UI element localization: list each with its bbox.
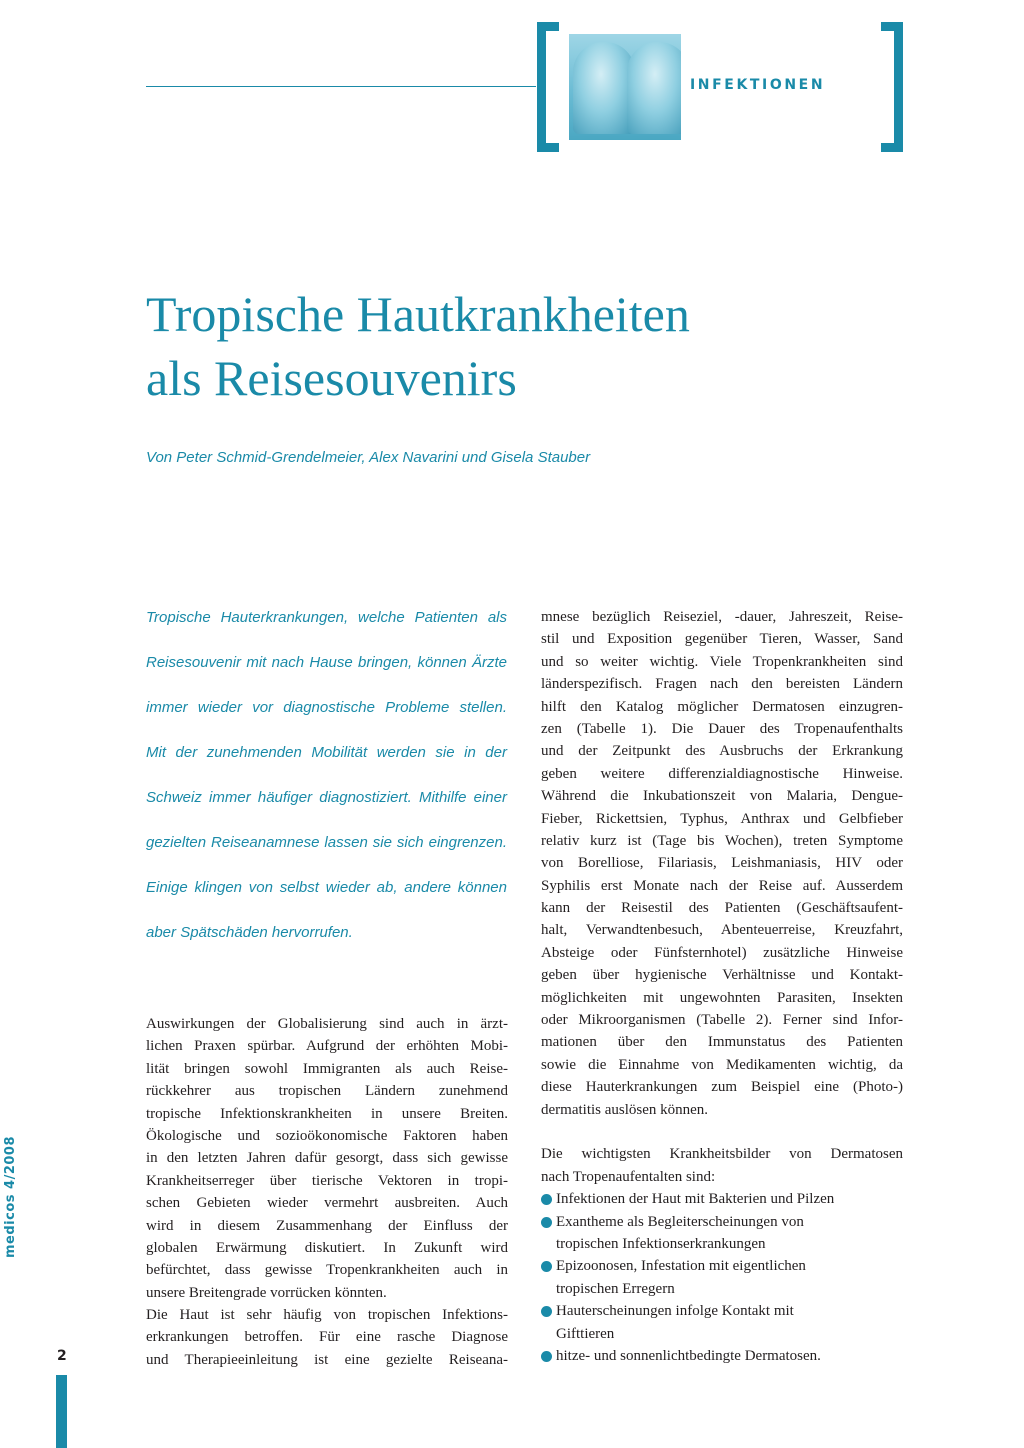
lead-line: Reisesouvenir mit nach Hause bringen, können Ärzte [146, 654, 507, 671]
journal-issue: medicos 4/2008 [2, 1135, 18, 1258]
page-number: 2 [57, 1348, 67, 1364]
article-title [146, 282, 906, 410]
dermatoses-list [541, 1188, 903, 1367]
body-line: sowie die Einnahme von Medikamenten wichtig, da [541, 1056, 903, 1073]
body-line: in den letzten Jahren dafür gesorgt, dass sich gewisse [146, 1150, 508, 1167]
list-item: Hauterscheinungen infolge Kontakt mit Gifttieren [541, 1300, 903, 1345]
body-line: relativ kurz ist (Tage bis Wochen), treten Symptome [541, 832, 903, 849]
lead-line: Einige klingen von selbst wieder ab, andere können [146, 879, 507, 896]
body-line: wird in diesem Zusammenhang der Einfluss der [146, 1217, 508, 1234]
lead-line: gezielten Reiseanamnese lassen sie sich eingrenzen. [146, 834, 507, 851]
body-line: stil und Exposition gegenüber Tieren, Wasser, Sand [541, 631, 903, 648]
body-line: unsere Breitengrade vorrücken könnten. [146, 1284, 387, 1301]
body-line: hilft den Katalog möglicher Dermatosen einzugren- [541, 698, 903, 715]
lead-line: aber Spätschäden hervorrufen. [146, 924, 353, 941]
list-item: Infektionen der Haut mit Bakterien und Pilzen [541, 1188, 903, 1210]
body-line: Auswirkungen der Globalisierung sind auch in ärzt- [146, 1016, 508, 1032]
body-line: von Borelliose, Filariasis, Leishmaniasis, HIV oder [541, 855, 903, 872]
body-line: Absteige oder Fünfsternhotel) zusätzliche Hinweise [541, 944, 903, 961]
bullet-dot-icon [541, 1351, 552, 1362]
body-line: länderspezifisch. Fragen nach den bereisten Ländern [541, 676, 903, 693]
bullet-dot-icon [541, 1306, 552, 1317]
body-line: oder Mikroorganismen (Tabelle 2). Ferner sind Infor- [541, 1012, 903, 1029]
body-line: lichen Praxen spürbar. Aufgrund der erhöhten Mobi- [146, 1038, 508, 1055]
body-line: diese Hauterkrankungen zum Beispiel eine (Photo-) [541, 1079, 903, 1096]
body-line: halt, Verwandtenbesuch, Abenteuerreise, Kreuzfahrt, [541, 922, 903, 939]
body-line: und Therapieeinleitung ist eine gezielte Reiseana- [146, 1351, 508, 1368]
body-line: und so weiter wichtig. Viele Tropenkrankheiten sind [541, 653, 903, 670]
body-line: befürchtet, dass gewisse Tropenkrankheiten auch in [146, 1262, 508, 1279]
list-item: hitze- und sonnenlichtbedingte Dermatosen. [541, 1345, 903, 1367]
body-line: geben über hygienische Verhältnisse und Kontakt- [541, 967, 903, 984]
body-line: lität bringen sowohl Immigranten als auch Reise- [146, 1060, 508, 1077]
body-line: tropische Infektionskrankheiten in unsere Breiten. [146, 1105, 508, 1122]
lead-line: immer wieder vor diagnostische Probleme stellen. [146, 699, 507, 716]
lead-line: Mit der zunehmenden Mobilität werden sie in der [146, 744, 507, 761]
list-intro-line: nach Tropenaufentalten sind: [541, 1168, 716, 1185]
side-accent-bar [56, 1375, 67, 1448]
body-line: Die Haut ist sehr häufig von tropischen Infektions- [146, 1307, 508, 1324]
bullet-dot-icon [541, 1217, 552, 1228]
body-line: möglichkeiten mit ungewohnten Parasiten, Insekten [541, 989, 903, 1006]
fingernail-photo [569, 34, 681, 140]
body-line: dermatitis auslösen können. [541, 1101, 709, 1118]
bullet-dot-icon [541, 1194, 552, 1205]
body-line: Syphilis erst Monate nach der Reise auf. Ausserdem [541, 877, 903, 894]
lead-line: Schweiz immer häufiger diagnostiziert. Mithilfe einer [146, 789, 507, 806]
right-bracket [881, 22, 903, 152]
body-line: mnese bezüglich Reiseziel, -dauer, Jahreszeit, Reise- [541, 609, 903, 625]
byline: Von Peter Schmid-Grendelmeier, Alex Navarini und Gisela Stauber [146, 449, 591, 466]
section-label: INFEKTIONEN [690, 77, 826, 93]
title-line: als Reisesouvenirs [146, 350, 517, 406]
body-line: rückkehrer aus tropischen Ländern zunehmend [146, 1083, 508, 1100]
body-line: kann der Reisestil des Patienten (Geschäftsaufent- [541, 900, 903, 917]
body-column-right [541, 606, 903, 1367]
lead-line: Tropische Hauterkrankungen, welche Patienten als [146, 609, 507, 626]
body-line: mationen über den Immunstatus des Patienten [541, 1034, 903, 1051]
body-line: Während die Inkubationszeit von Malaria, Dengue- [541, 788, 903, 805]
body-line: globalen Erwärmung diskutiert. In Zukunft wird [146, 1239, 508, 1256]
body-line: erkrankungen betroffen. Für eine rasche Diagnose [146, 1329, 508, 1346]
body-column-left [146, 1013, 508, 1371]
body-line: Fieber, Rickettsien, Typhus, Anthrax und Gelbfieber [541, 810, 903, 827]
body-line: Ökologische und sozioökonomische Faktoren haben [146, 1127, 508, 1144]
body-line: zen (Tabelle 1). Die Dauer des Tropenaufenthalts [541, 720, 903, 737]
list-item: Exantheme als Begleiterscheinungen von tropischen Infektionserkrankungen [541, 1211, 903, 1256]
header-rule [146, 86, 536, 87]
body-line: geben weitere differenzialdiagnostische Hinweise. [541, 765, 903, 782]
list-intro-line: Die wichtigsten Krankheitsbilder von Dermatosen [541, 1146, 903, 1163]
left-bracket [537, 22, 559, 152]
title-line: Tropische Hautkrankheiten [146, 286, 690, 342]
bullet-dot-icon [541, 1261, 552, 1272]
body-line: und der Zeitpunkt des Ausbruchs der Erkrankung [541, 743, 903, 760]
list-item: Epizoonosen, Infestation mit eigentlichen tropischen Erregern [541, 1255, 903, 1300]
body-line: Krankheitserreger über tierische Vektoren in tropi- [146, 1172, 508, 1189]
lead-paragraph [146, 606, 507, 966]
body-line: schen Gebieten wieder vermehrt ausbreiten. Auch [146, 1195, 508, 1212]
